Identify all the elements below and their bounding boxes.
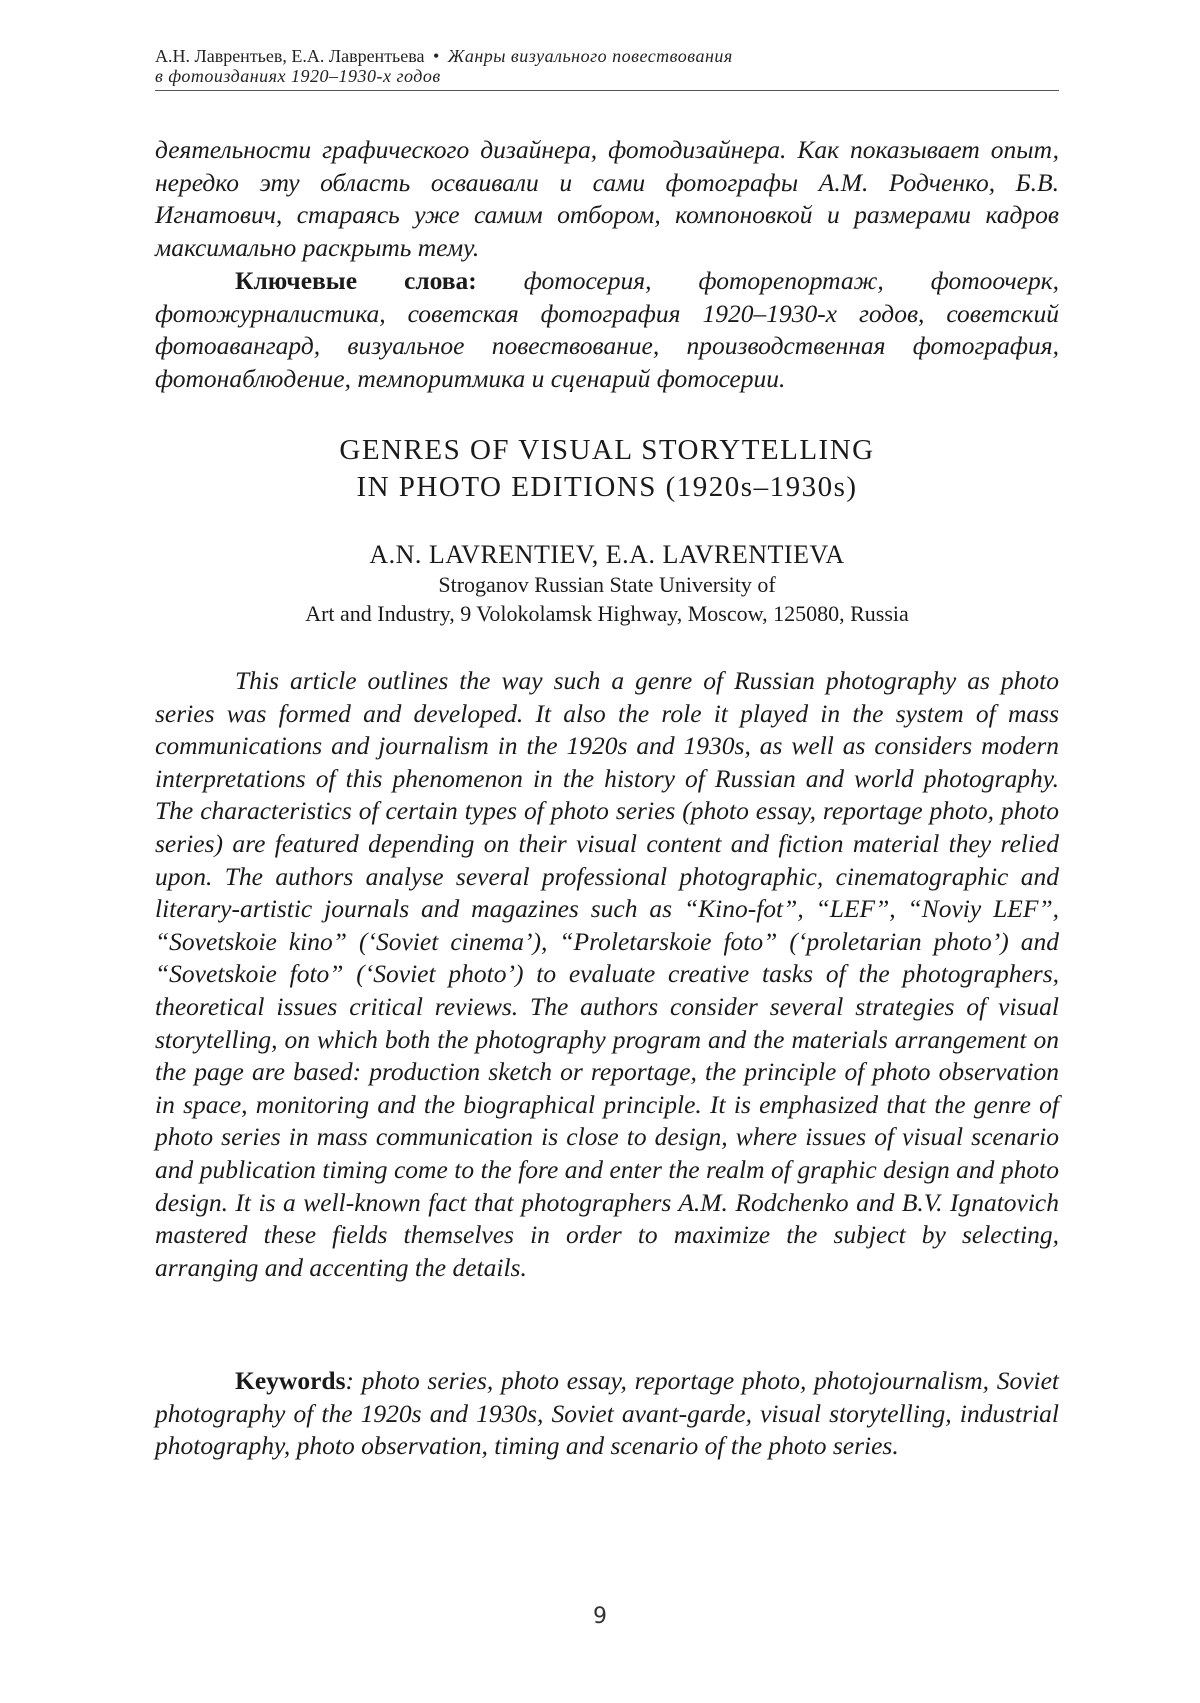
affiliation-line2: Art and Industry, 9 Volokolamsk Highway, Moscow, 125080, Russia	[305, 601, 909, 626]
header-authors: А.Н. Лаврентьев, Е.А. Лаврентьева	[155, 46, 425, 66]
page-number: 9	[593, 1604, 607, 1629]
russian-abstract-ending: деятельности графического дизайнера, фотодизайнера. Как показывает опыт, нередко эту область осваивали и сами фотографы А.М. Родченко, Б.В. Игнатович, стараясь уже самим отбором, компоновкой и размерами кадров максимально раскрыть тему.	[155, 135, 1059, 262]
affiliation-line1: Stroganov Russian State University of	[438, 572, 776, 597]
russian-keywords-label: Ключевые слова:	[235, 266, 477, 295]
english-title-line2: IN PHOTO EDITIONS (1920s–1930s)	[356, 471, 858, 503]
english-keywords-label: Keywords	[235, 1366, 346, 1395]
english-abstract: This article outlines the way such a genre of Russian photography as photo series was formed and developed. It also the role it played in the system of mass communications and journalism in the 1920s and 1930s, as well as considers modern interpretations of this phenomenon in the history of Russian and world photography. The characteristics of certain types of photo series (photo essay, reportage photo, photo series) are featured depending on their visual content and fiction material they relied upon. The authors analyse several professional photographic, cinematographic and literary-artistic journals and magazines such as “Kino-fot”, “LEF”, “Noviy LEF”, “Sovetskoie kino” (‘Soviet cinema’), “Proletarskoie foto” (‘proletarian photo’) and “Sovetskoie foto” (‘Soviet photo’) to evaluate creative tasks of the photographers, theoretical issues critical reviews. The authors consider several strategies of visual storytelling, on which both the photography program and the materials arrangement on the page are based: production sketch or reportage, the principle of photo observation in space, monitoring and the biographical principle. It is emphasized that the genre of photo series in mass communication is close to design, where issues of visual scenario and publication timing come to the fore and enter the realm of graphic design and photo design. It is a well-known fact that photographers A.M. Rodchenko and B.V. Ignatovich mastered these fields themselves in order to maximize the subject by selecting, arranging and accenting the details.	[155, 666, 1059, 1282]
running-header	[155, 46, 1059, 91]
english-title-line1: GENRES OF VISUAL STORYTELLING	[339, 434, 875, 466]
russian-keywords	[155, 265, 1059, 395]
english-keywords	[155, 1365, 1059, 1463]
running-header-line1	[155, 46, 1059, 66]
header-title-line1: Жанры визуального повествования	[447, 46, 733, 66]
affiliation	[155, 570, 1059, 628]
english-title	[155, 432, 1059, 506]
russian-keywords-text: фотосерия, фоторепортаж, фотоочерк, фотожурналистика, советская фотография 1920–1930-х годов, советский фотоавангард, визуальное повествование, производственная фотография, фотонаблюдение, темпоритмика и сценарий фотосерии.	[155, 266, 1060, 393]
english-authors: A.N. LAVRENTIEV, E.A. LAVRENTIEVA	[369, 540, 845, 569]
english-keywords-text: : photo series, photo essay, reportage photo, photojournalism, Soviet photography of the 1920s and 1930s, Soviet avant-garde, visual storytelling, industrial photography, photo observation, timing and scenario of the photo series.	[155, 1366, 1059, 1461]
header-separator: •	[433, 46, 440, 66]
header-title-line2: в фотоизданиях 1920–1930-х годов	[155, 66, 441, 86]
